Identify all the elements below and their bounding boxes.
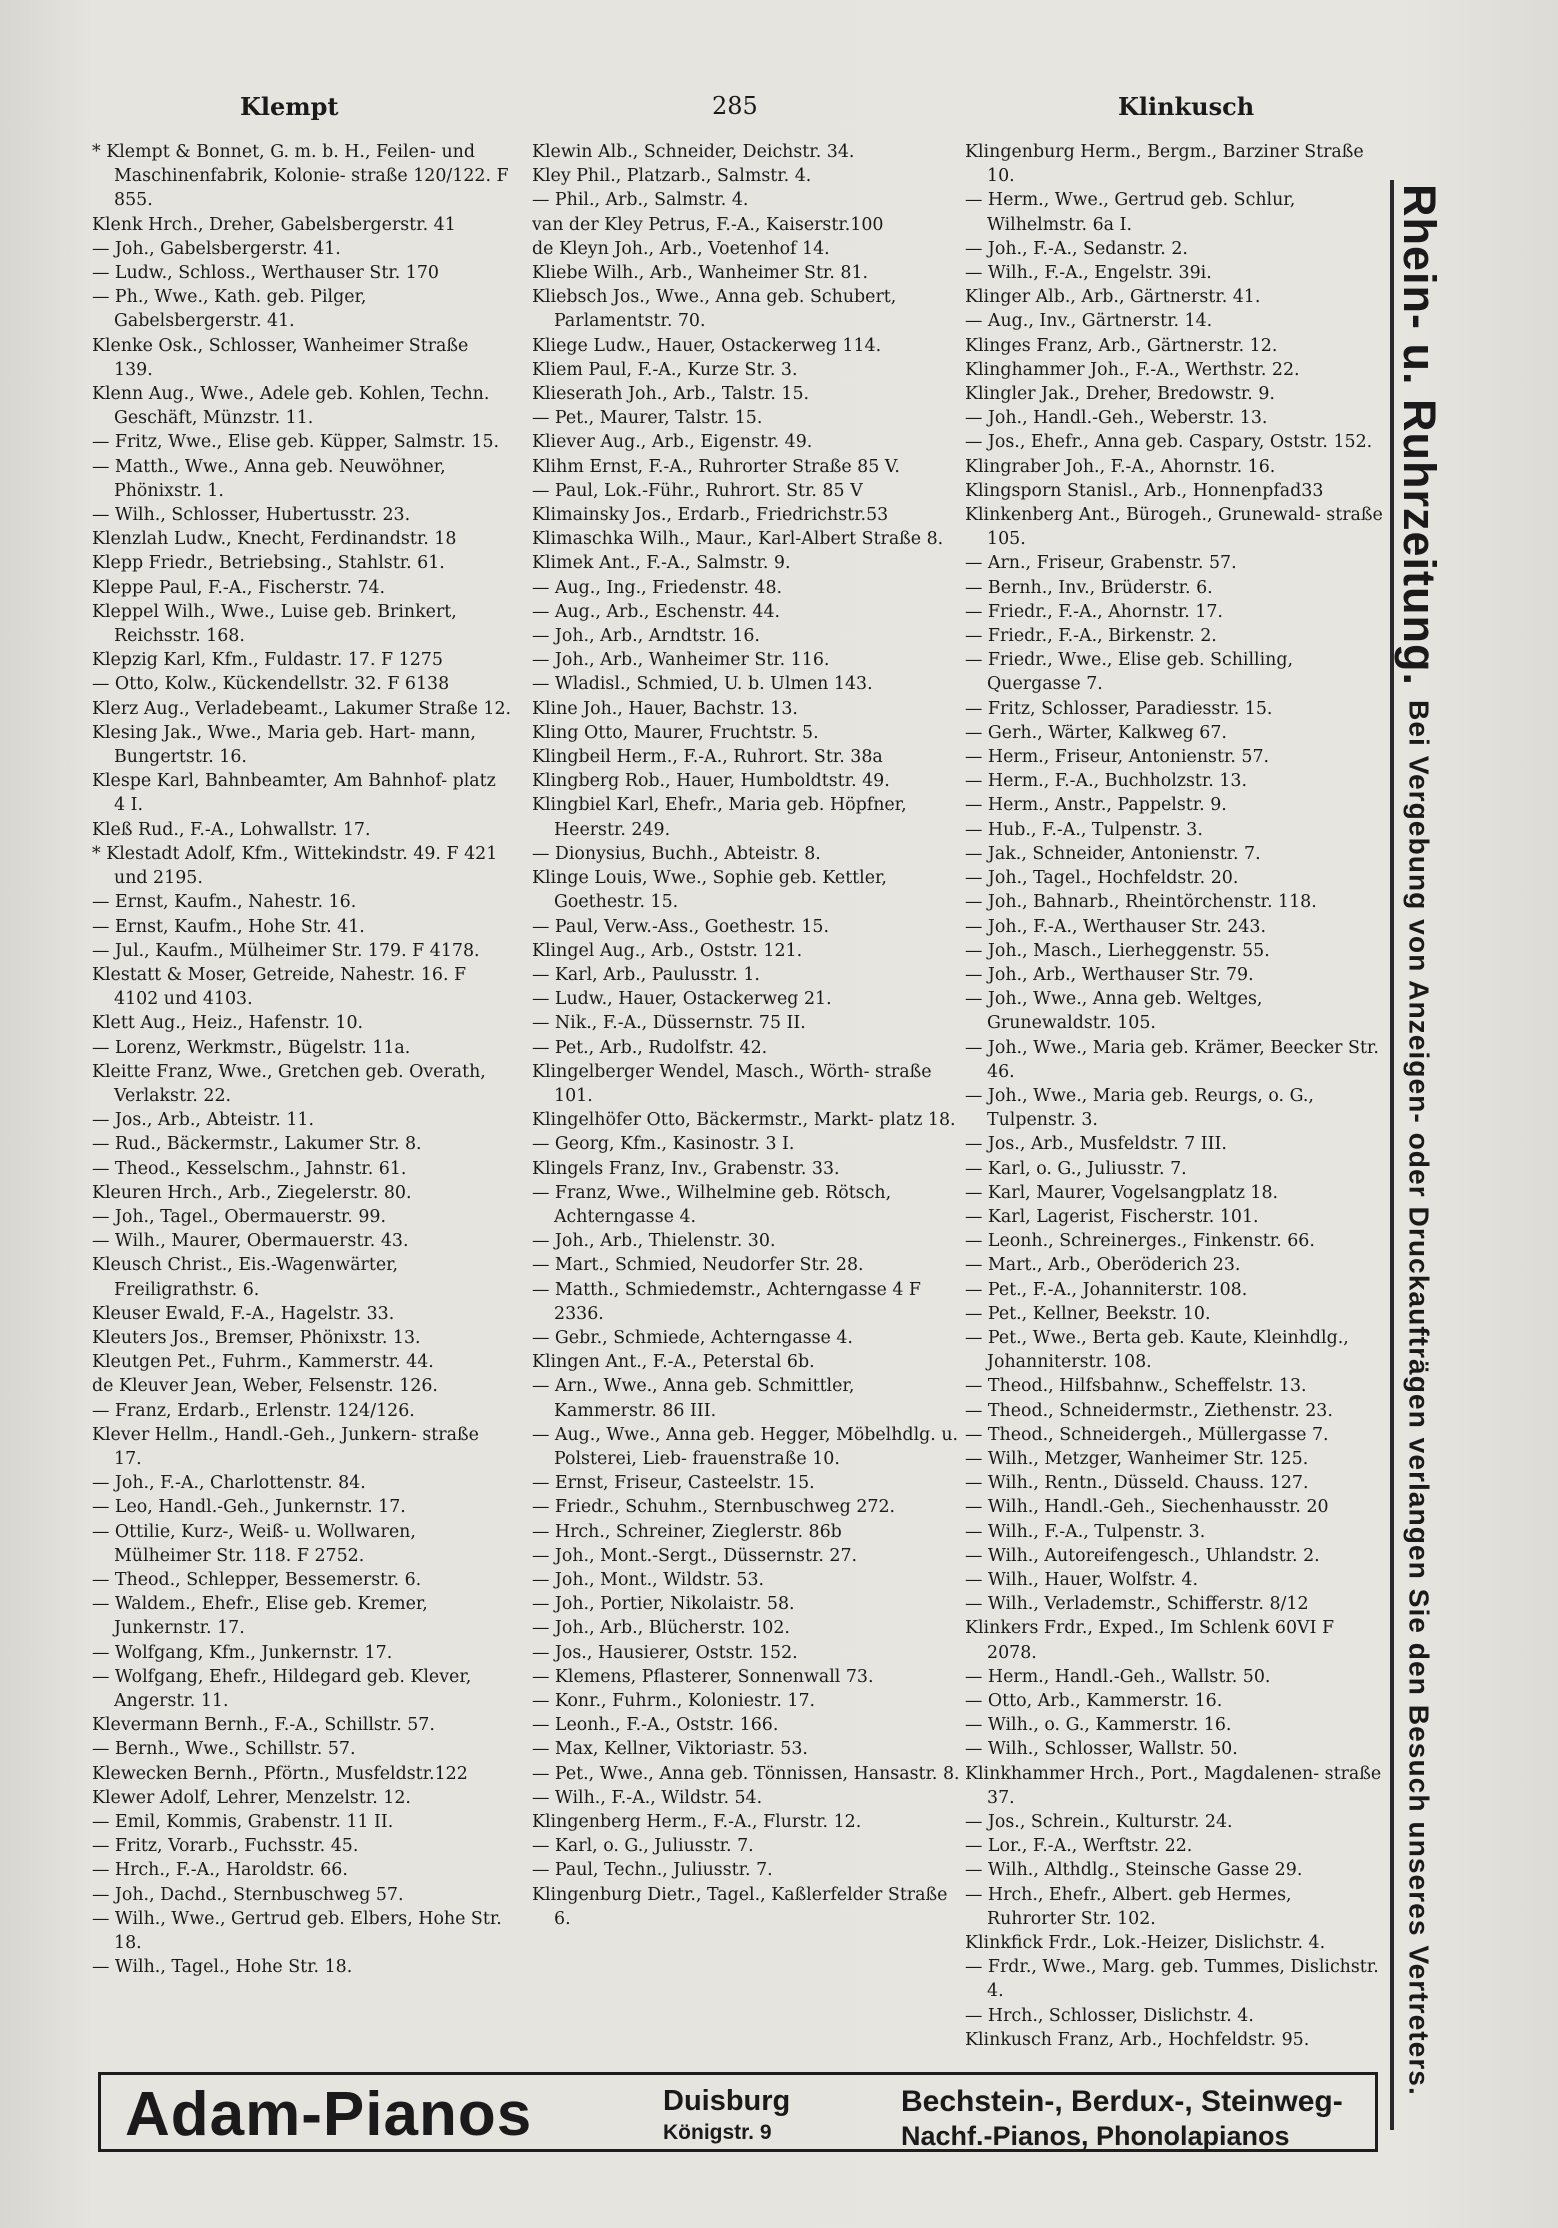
directory-entry: — Wilh., Tagel., Hohe Str. 18. [92, 1957, 353, 1978]
directory-entry: — Theod., Hilfsbahnw., Scheffelstr. 13. [965, 1376, 1307, 1397]
directory-entry: — Bernh., Inv., Brüderstr. 6. [965, 577, 1213, 598]
directory-entry: Klenk Hrch., Dreher, Gabelsbergerstr. 41 [92, 214, 456, 235]
directory-entry: — Gerh., Wärter, Kalkweg 67. [965, 722, 1227, 743]
directory-entry: — Herm., Handl.-Geh., Wallstr. 50. [965, 1666, 1271, 1687]
directory-entry: — Wolfgang, Ehefr., Hildegard geb. Klever, Angerstr. 11. [92, 1666, 472, 1711]
directory-entry: — Pet., Wwe., Berta geb. Kaute, Kleinhdlg., Johanniterstr. 108. [965, 1327, 1349, 1373]
directory-entry: — Frdr., Wwe., Marg. geb. Tummes, Dislichstr. 4. [965, 1957, 1379, 2002]
directory-entry: — Joh., Bahnarb., Rheintörchenstr. 118. [965, 892, 1317, 913]
sidebar-newspaper-name: Rhein- u. Ruhrzeitung. [1394, 184, 1445, 687]
directory-entry: — Theod., Schneidermstr., Ziethenstr. 23. [965, 1400, 1333, 1421]
directory-entry: — Karl, Arb., Paulusstr. 1. [532, 964, 760, 985]
directory-entry: — Ottilie, Kurz-, Weiß- u. Wollwaren, Mülheimer Str. 118. F 2752. [92, 1521, 416, 1566]
directory-entry: — Mart., Schmied, Neudorfer Str. 28. [532, 1255, 864, 1276]
directory-entry: — Aug., Ing., Friedenstr. 48. [532, 577, 783, 598]
directory-entry: Klieserath Joh., Arb., Talstr. 15. [532, 384, 810, 405]
column-1 [92, 140, 512, 1979]
directory-entry: Kleitte Franz, Wwe., Gretchen geb. Overath, Verlakstr. 22. [92, 1061, 486, 1106]
directory-entry: Kling Otto, Maurer, Fruchtstr. 5. [532, 722, 819, 743]
directory-entry: Klinger Alb., Arb., Gärtnerstr. 41. [965, 287, 1261, 308]
directory-entry: — Friedr., Wwe., Elise geb. Schilling, Quergasse 7. [965, 650, 1294, 695]
directory-entry: Klingraber Joh., F.-A., Ahornstr. 16. [965, 456, 1276, 477]
directory-entry: — Joh., Arb., Wanheimer Str. 116. [532, 650, 830, 671]
directory-entry: Klihm Ernst, F.-A., Ruhrorter Straße 85 V. [532, 456, 900, 477]
column-3 [965, 140, 1383, 2052]
directory-entry: — Waldem., Ehefr., Elise geb. Kremer, Junkernstr. 17. [92, 1594, 428, 1639]
directory-entry: — Wilh., F.-A., Wildstr. 54. [532, 1787, 763, 1808]
sidebar-advert [1393, 170, 1445, 2110]
directory-entry: Klepzig Karl, Kfm., Fuldastr. 17. F 1275 [92, 650, 443, 671]
directory-entry: Klingels Franz, Inv., Grabenstr. 33. [532, 1158, 840, 1179]
directory-entry: — Wilh., o. G., Kammerstr. 16. [965, 1715, 1232, 1736]
directory-entry: Kliever Aug., Arb., Eigenstr. 49. [532, 432, 813, 453]
directory-entry: Klinkfick Frdr., Lok.-Heizer, Dislichstr. 4. [965, 1933, 1326, 1954]
directory-entry: — Fritz, Wwe., Elise geb. Küpper, Salmstr. 15. [92, 432, 500, 453]
directory-entry: Klingbeil Herm., F.-A., Ruhrort. Str. 38a [532, 747, 883, 768]
directory-entry: — Joh., Mont.-Sergt., Düssernstr. 27. [532, 1545, 858, 1566]
directory-entry: — Jos., Arb., Abteistr. 11. [92, 1110, 315, 1131]
directory-entry: — Franz, Erdarb., Erlenstr. 124/126. [92, 1400, 415, 1421]
directory-entry: Klestatt & Moser, Getreide, Nahestr. 16. F 4102 und 4103. [92, 964, 467, 1010]
directory-entry: Klingenberg Herm., F.-A., Flurstr. 12. [532, 1812, 862, 1833]
directory-entry: — Theod., Schneidergeh., Müllergasse 7. [965, 1424, 1329, 1445]
directory-entry: — Theod., Schlepper, Bessemerstr. 6. [92, 1569, 422, 1590]
directory-entry: Kleutgen Pet., Fuhrm., Kammerstr. 44. [92, 1352, 434, 1373]
directory-entry: Klingenburg Dietr., Tagel., Kaßlerfelder Straße 6. [532, 1884, 948, 1929]
directory-entry: — Hub., F.-A., Tulpenstr. 3. [965, 819, 1203, 840]
ad-products-line-2: Nachf.-Pianos, Phonolapianos [901, 2121, 1290, 2151]
directory-entry: — Hrch., Ehefr., Albert. geb Hermes, Ruhrorter Str. 102. [965, 1884, 1292, 1929]
directory-entry: Kleuren Hrch., Arb., Ziegelerstr. 80. [92, 1182, 412, 1203]
directory-entry: — Karl, o. G., Juliusstr. 7. [965, 1158, 1187, 1179]
directory-entry: — Jak., Schneider, Antonienstr. 7. [965, 843, 1261, 864]
directory-entry: Kline Joh., Hauer, Bachstr. 13. [532, 698, 798, 719]
directory-entry: — Wladisl., Schmied, U. b. Ulmen 143. [532, 674, 873, 695]
directory-entry: — Leonh., Schreinerges., Finkenstr. 66. [965, 1231, 1315, 1252]
ad-street: Königstr. 9 [663, 2121, 772, 2144]
directory-entry: — Mart., Arb., Oberöderich 23. [965, 1255, 1241, 1276]
directory-entry: Klevermann Bernh., F.-A., Schillstr. 57. [92, 1715, 435, 1736]
directory-entry: — Joh., Gabelsbergerstr. 41. [92, 238, 341, 259]
directory-entry: Klingel Aug., Arb., Oststr. 121. [532, 940, 803, 961]
directory-entry: — Matth., Schmiedemstr., Achterngasse 4 F 2336. [532, 1279, 921, 1324]
directory-entry: — Wilh., Schlosser, Wallstr. 50. [965, 1739, 1238, 1760]
directory-entry: Klinghammer Joh., F.-A., Werthstr. 22. [965, 359, 1300, 380]
directory-entry: — Joh., Mont., Wildstr. 53. [532, 1569, 765, 1590]
directory-entry: Kleuser Ewald, F.-A., Hagelstr. 33. [92, 1303, 395, 1324]
directory-entry: Klenke Osk., Schlosser, Wanheimer Straße 139. [92, 335, 469, 380]
directory-entry: — Joh., Arb., Werthauser Str. 79. [965, 964, 1254, 985]
ad-brand: Adam-Pianos [125, 2080, 533, 2149]
directory-entry: Klinkers Frdr., Exped., Im Schlenk 60VI F 2078. [965, 1618, 1335, 1663]
directory-entry: — Jos., Arb., Musfeldstr. 7 III. [965, 1134, 1227, 1155]
directory-entry: — Wilh., Hauer, Wolfstr. 4. [965, 1569, 1199, 1590]
directory-entry: — Karl, Lagerist, Fischerstr. 101. [965, 1206, 1259, 1227]
directory-entry: — Hrch., Schlosser, Dislichstr. 4. [965, 2005, 1254, 2026]
directory-entry: Kleuters Jos., Bremser, Phönixstr. 13. [92, 1327, 421, 1348]
page-number: 285 [712, 92, 758, 120]
directory-entry: Klingler Jak., Dreher, Bredowstr. 9. [965, 384, 1275, 405]
page-header [0, 92, 1558, 132]
directory-entry: — Wilh., Rentn., Düsseld. Chauss. 127. [965, 1473, 1309, 1494]
directory-entry: Kley Phil., Platzarb., Salmstr. 4. [532, 166, 812, 187]
directory-entry: — Joh., Dachd., Sternbuschweg 57. [92, 1884, 404, 1905]
directory-entry: — Wilh., Althdlg., Steinsche Gasse 29. [965, 1860, 1303, 1881]
directory-entry: — Joh., Arb., Blücherstr. 102. [532, 1618, 790, 1639]
directory-entry: — Joh., Wwe., Anna geb. Weltges, Grunewaldstr. 105. [965, 989, 1263, 1034]
directory-entry: — Friedr., Schuhm., Sternbuschweg 272. [532, 1497, 896, 1518]
directory-entry: — Joh., Tagel., Hochfeldstr. 20. [965, 868, 1239, 889]
directory-entry: Klesing Jak., Wwe., Maria geb. Hart- mann, Bungertstr. 16. [92, 722, 476, 768]
directory-entry: * Klempt & Bonnet, G. m. b. H., Feilen- und Maschinenfabrik, Kolonie- straße 120/122. F 855. [92, 142, 509, 211]
directory-entry: — Otto, Arb., Kammerstr. 16. [965, 1691, 1223, 1711]
directory-entry: — Herm., Wwe., Gertrud geb. Schlur, Wilhelmstr. 6a I. [965, 190, 1296, 235]
directory-entry: — Fritz, Schlosser, Paradiesstr. 15. [965, 698, 1273, 719]
directory-entry: Klever Hellm., Handl.-Geh., Junkern- straße 17. [92, 1424, 479, 1469]
directory-entry: — Joh., Handl.-Geh., Weberstr. 13. [965, 408, 1268, 429]
header-left-keyword: Klempt [240, 92, 339, 121]
directory-entry: Klenn Aug., Wwe., Adele geb. Kohlen, Techn. Geschäft, Münzstr. 11. [92, 384, 490, 429]
directory-entry: — Aug., Inv., Gärtnerstr. 14. [965, 311, 1213, 332]
directory-entry: — Joh., Masch., Lierheggenstr. 55. [965, 940, 1270, 961]
directory-entry: Klingelberger Wendel, Masch., Wörth- straße 101. [532, 1061, 932, 1106]
directory-entry: Klewer Adolf, Lehrer, Menzelstr. 12. [92, 1787, 411, 1808]
directory-entry: — Pet., Wwe., Anna geb. Tönnissen, Hansastr. 8. [532, 1763, 960, 1784]
directory-entry: — Jos., Ehefr., Anna geb. Caspary, Oststr. 152. [965, 432, 1373, 453]
directory-entry: — Pet., F.-A., Johanniterstr. 108. [965, 1279, 1248, 1300]
directory-entry: — Dionysius, Buchh., Abteistr. 8. [532, 843, 821, 864]
directory-entry: Kliebe Wilh., Arb., Wanheimer Str. 81. [532, 263, 869, 284]
directory-entry: — Max, Kellner, Viktoriastr. 53. [532, 1739, 808, 1760]
directory-entry: — Gebr., Schmiede, Achterngasse 4. [532, 1327, 853, 1348]
directory-entry: — Ludw., Schloss., Werthauser Str. 170 [92, 263, 439, 284]
directory-entry: — Ernst, Kaufm., Nahestr. 16. [92, 892, 357, 913]
directory-entry: Klespe Karl, Bahnbeamter, Am Bahnhof- platz 4 I. [92, 771, 496, 816]
directory-entry: Klingelhöfer Otto, Bäckermstr., Markt- platz 18. [532, 1110, 956, 1131]
directory-entry: Klenzlah Ludw., Knecht, Ferdinandstr. 18 [92, 529, 457, 550]
directory-entry: — Leonh., F.-A., Oststr. 166. [532, 1715, 779, 1736]
directory-entry: Klepp Friedr., Betriebsing., Stahlstr. 61. [92, 553, 445, 574]
directory-entry: de Kleuver Jean, Weber, Felsenstr. 126. [92, 1376, 438, 1397]
directory-entry: — Paul, Verw.-Ass., Goethestr. 15. [532, 916, 829, 937]
directory-entry: — Hrch., F.-A., Haroldstr. 66. [92, 1860, 348, 1881]
directory-entry: Klingberg Rob., Hauer, Humboldtstr. 49. [532, 771, 890, 792]
directory-entry: — Aug., Wwe., Anna geb. Hegger, Möbelhdlg. u. Polsterei, Lieb- frauenstraße 10. [532, 1424, 959, 1469]
column-2 [532, 140, 962, 1931]
directory-entry: — Theod., Kesselschm., Jahnstr. 61. [92, 1158, 407, 1179]
directory-entry: — Paul, Lok.-Führ., Ruhrort. Str. 85 V [532, 480, 863, 501]
directory-entry: — Jul., Kaufm., Mülheimer Str. 179. F 4178. [92, 940, 480, 961]
directory-entry: — Georg, Kfm., Kasinostr. 3 I. [532, 1134, 795, 1155]
directory-entry: — Herm., Friseur, Antonienstr. 57. [965, 747, 1270, 768]
directory-entry: — Fritz, Vorarb., Fuchsstr. 45. [92, 1836, 359, 1857]
directory-entry: Kleppel Wilh., Wwe., Luise geb. Brinkert, Reichsstr. 168. [92, 601, 457, 647]
directory-entry: — Joh., Wwe., Maria geb. Reurgs, o. G., Tulpenstr. 3. [965, 1085, 1314, 1131]
directory-entry: — Friedr., F.-A., Ahornstr. 17. [965, 601, 1223, 622]
directory-entry: Kliebsch Jos., Wwe., Anna geb. Schubert, Parlamentstr. 70. [532, 287, 897, 332]
directory-entry: Klingsporn Stanisl., Arb., Honnenpfad33 [965, 480, 1324, 501]
directory-entry: — Jos., Hausierer, Oststr. 152. [532, 1642, 798, 1663]
directory-entry: — Aug., Arb., Eschenstr. 44. [532, 601, 781, 622]
directory-entry: — Wilh., F.-A., Engelstr. 39i. [965, 263, 1212, 284]
directory-entry: — Franz, Wwe., Wilhelmine geb. Rötsch, Achterngasse 4. [532, 1182, 892, 1227]
directory-entry: Klimainsky Jos., Erdarb., Friedrichstr.53 [532, 505, 889, 526]
directory-entry: — Arn., Friseur, Grabenstr. 57. [965, 553, 1237, 574]
ad-city: Duisburg [663, 2085, 791, 2117]
ad-products-line-1: Bechstein-, Berdux-, Steinweg- [901, 2085, 1343, 2118]
directory-entry: * Klestadt Adolf, Kfm., Wittekindstr. 49. F 421 und 2195. [92, 843, 498, 889]
directory-entry: — Ph., Wwe., Kath. geb. Pilger, Gabelsbergerstr. 41. [92, 287, 367, 332]
directory-entry: — Joh., Arb., Thielenstr. 30. [532, 1231, 776, 1252]
directory-entry: — Pet., Arb., Rudolfstr. 42. [532, 1037, 768, 1058]
directory-entry: — Jos., Schrein., Kulturstr. 24. [965, 1812, 1233, 1833]
directory-entry: — Joh., F.-A., Charlottenstr. 84. [92, 1473, 366, 1494]
directory-entry: — Phil., Arb., Salmstr. 4. [532, 190, 749, 211]
directory-entry: — Paul, Techn., Juliusstr. 7. [532, 1860, 773, 1881]
directory-entry: Klimaschka Wilh., Maur., Karl-Albert Straße 8. [532, 529, 944, 550]
directory-entry: — Herm., F.-A., Buchholzstr. 13. [965, 771, 1248, 792]
directory-entry: — Nik., F.-A., Düssernstr. 75 II. [532, 1013, 806, 1034]
directory-entry: — Joh., F.-A., Sedanstr. 2. [965, 238, 1188, 259]
sidebar-slogan: Bei Vergebung von Anzeigen- oder Druckaufträgen verlangen Sie den Besuch unseres Vertreters. [1403, 700, 1436, 2096]
header-right-keyword: Klinkusch [1118, 92, 1255, 121]
bottom-advertisement [98, 2072, 1378, 2152]
directory-entry: — Pet., Maurer, Talstr. 15. [532, 408, 763, 429]
directory-entry: Klerz Aug., Verladebeamt., Lakumer Straße 12. [92, 698, 512, 719]
directory-entry: — Matth., Wwe., Anna geb. Neuwöhner, Phönixstr. 1. [92, 456, 446, 501]
directory-entry: — Pet., Kellner, Beekstr. 10. [965, 1303, 1211, 1324]
directory-entry: Kleusch Christ., Eis.-Wagenwärter, Freiligrathstr. 6. [92, 1255, 399, 1300]
directory-entry: — Joh., Tagel., Obermauerstr. 99. [92, 1206, 387, 1227]
directory-entry: Klinkusch Franz, Arb., Hochfeldstr. 95. [965, 2029, 1310, 2050]
directory-entry: Klett Aug., Heiz., Hafenstr. 10. [92, 1013, 364, 1034]
directory-entry: Kleß Rud., F.-A., Lohwallstr. 17. [92, 819, 371, 840]
directory-entry: — Wilh., Wwe., Gertrud geb. Elbers, Hohe Str. 18. [92, 1908, 502, 1954]
directory-entry: de Kleyn Joh., Arb., Voetenhof 14. [532, 238, 830, 259]
directory-entry: — Leo, Handl.-Geh., Junkernstr. 17. [92, 1497, 406, 1518]
directory-entry: — Wilh., Handl.-Geh., Siechenhausstr. 20 [965, 1497, 1329, 1518]
directory-entry: Klingenburg Herm., Bergm., Barziner Straße 10. [965, 142, 1364, 187]
directory-entry: — Wilh., Metzger, Wanheimer Str. 125. [965, 1448, 1309, 1469]
directory-entry: Klewecken Bernh., Pförtn., Musfeldstr.122 [92, 1763, 468, 1784]
directory-entry: — Otto, Kolw., Kückendellstr. 32. F 6138 [92, 674, 450, 695]
directory-entry: — Joh., F.-A., Werthauser Str. 243. [965, 916, 1267, 937]
directory-entry: — Karl, Maurer, Vogelsangplatz 18. [965, 1182, 1279, 1203]
directory-entry: van der Kley Petrus, F.-A., Kaiserstr.100 [532, 214, 884, 235]
directory-entry: — Wilh., Autoreifengesch., Uhlandstr. 2. [965, 1545, 1320, 1566]
directory-entry: — Ludw., Hauer, Ostackerweg 21. [532, 989, 832, 1010]
directory-entry: — Joh., Wwe., Maria geb. Krämer, Beecker Str. 46. [965, 1037, 1379, 1082]
directory-entry: Klewin Alb., Schneider, Deichstr. 34. [532, 142, 855, 162]
directory-entry: — Herm., Anstr., Pappelstr. 9. [965, 795, 1227, 816]
directory-entry: — Rud., Bäckermstr., Lakumer Str. 8. [92, 1134, 422, 1155]
directory-entry: Klinkhammer Hrch., Port., Magdalenen- straße 37. [965, 1763, 1382, 1808]
directory-entry: — Klemens, Pflasterer, Sonnenwall 73. [532, 1666, 874, 1687]
directory-entry: Klinges Franz, Arb., Gärtnerstr. 12. [965, 335, 1278, 356]
directory-entry: — Wilh., Maurer, Obermauerstr. 43. [92, 1231, 409, 1252]
directory-entry: — Wilh., Schlosser, Hubertusstr. 23. [92, 505, 411, 526]
directory-entry: — Ernst, Kaufm., Hohe Str. 41. [92, 916, 365, 937]
directory-entry: — Joh., Portier, Nikolaistr. 58. [532, 1594, 795, 1615]
directory-entry: — Arn., Wwe., Anna geb. Schmittler, Kammerstr. 86 III. [532, 1376, 855, 1421]
directory-entry: Kleppe Paul, F.-A., Fischerstr. 74. [92, 577, 386, 598]
directory-entry: Klingen Ant., F.-A., Peterstal 6b. [532, 1352, 815, 1373]
directory-entry: — Lor., F.-A., Werftstr. 22. [965, 1836, 1193, 1857]
directory-entry: — Wilh., F.-A., Tulpenstr. 3. [965, 1521, 1206, 1542]
directory-entry: — Friedr., F.-A., Birkenstr. 2. [965, 626, 1217, 647]
directory-entry: Klimek Ant., F.-A., Salmstr. 9. [532, 553, 791, 574]
directory-entry: Kliege Ludw., Hauer, Ostackerweg 114. [532, 335, 882, 356]
directory-entry: — Emil, Kommis, Grabenstr. 11 II. [92, 1812, 394, 1833]
directory-entry: — Joh., Arb., Arndtstr. 16. [532, 626, 760, 647]
directory-entry: — Wolfgang, Kfm., Junkernstr. 17. [92, 1642, 393, 1663]
directory-entry: — Konr., Fuhrm., Koloniestr. 17. [532, 1691, 816, 1711]
directory-entry: — Lorenz, Werkmstr., Bügelstr. 11a. [92, 1037, 411, 1058]
directory-entry: — Wilh., Verlademstr., Schifferstr. 8/12 [965, 1594, 1309, 1615]
directory-entry: Klingbiel Karl, Ehefr., Maria geb. Höpfner, Heerstr. 249. [532, 795, 907, 840]
directory-entry: — Ernst, Friseur, Casteelstr. 15. [532, 1473, 815, 1494]
directory-entry: Kliem Paul, F.-A., Kurze Str. 3. [532, 359, 798, 380]
directory-entry: — Hrch., Schreiner, Zieglerstr. 86b [532, 1521, 842, 1542]
directory-entry: Klinkenberg Ant., Bürogeh., Grunewald- straße 105. [965, 505, 1383, 550]
directory-entry: — Karl, o. G., Juliusstr. 7. [532, 1836, 754, 1857]
directory-entry: Klinge Louis, Wwe., Sophie geb. Kettler, Goethestr. 15. [532, 868, 887, 913]
directory-entry: — Bernh., Wwe., Schillstr. 57. [92, 1739, 356, 1760]
